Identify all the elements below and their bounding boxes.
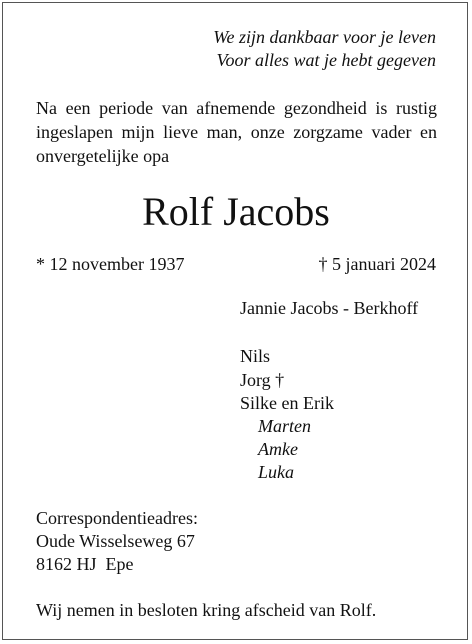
grandchild-name: Amke xyxy=(258,439,298,459)
correspondence-label: Correspondentieadres: xyxy=(36,508,198,528)
grandchild-name: Luka xyxy=(258,462,294,482)
spouse-name: Jannie Jacobs - Berkhoff xyxy=(240,298,419,318)
birth-date: * 12 november 1937 xyxy=(36,254,185,274)
child-name: Jorg † xyxy=(240,370,285,390)
deceased-name: Rolf Jacobs xyxy=(142,189,330,234)
death-date: † 5 januari 2024 xyxy=(318,254,436,274)
correspondence-postal: 8162 HJ Epe xyxy=(36,554,134,574)
child-name: Nils xyxy=(240,346,271,366)
grandchild-name: Marten xyxy=(258,416,311,436)
closing-text: Wij nemen in besloten kring afscheid van Rolf. xyxy=(36,600,377,620)
intro-text: Na een periode van afnemende gezondheid is rustig ingeslapen mijn lieve man, onze zorgzame vader en onvergetelijke opa xyxy=(36,98,437,166)
verse-line-2: Voor alles wat je hebt gegeven xyxy=(216,50,436,70)
child-name: Silke en Erik xyxy=(240,393,334,413)
verse-line-1: We zijn dankbaar voor je leven xyxy=(213,27,436,47)
correspondence-street: Oude Wisselseweg 67 xyxy=(36,531,195,551)
